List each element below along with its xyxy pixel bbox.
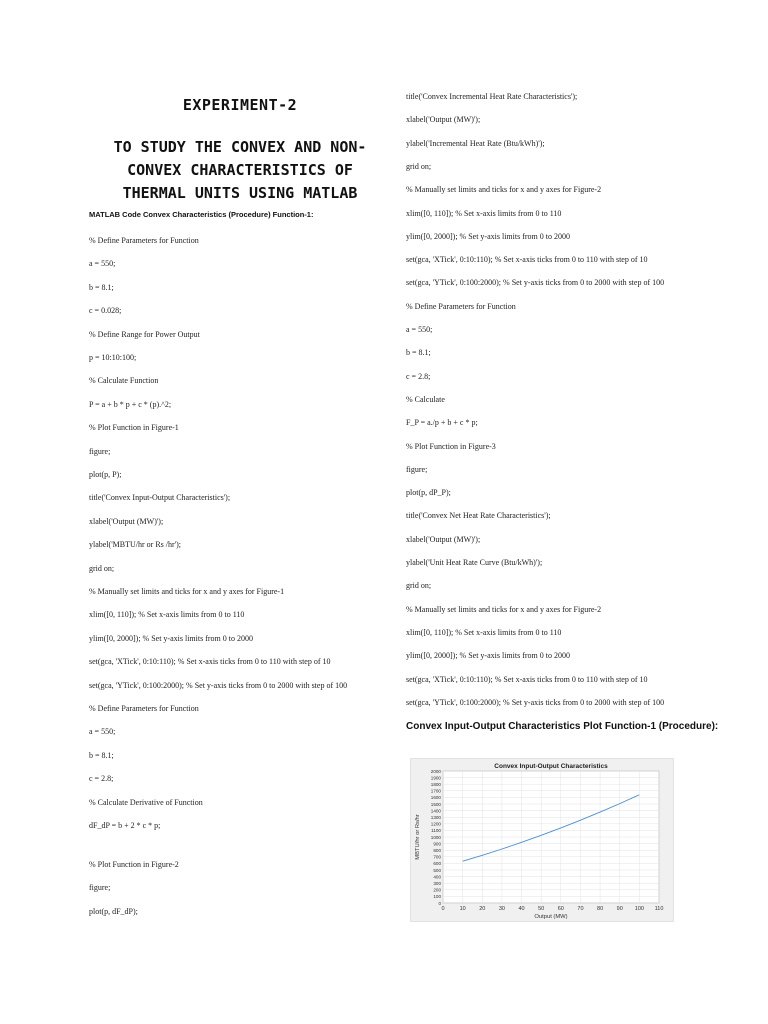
subtitle-line: CONVEX CHARACTERISTICS OF bbox=[127, 161, 353, 179]
code-line: grid on; bbox=[89, 563, 115, 573]
code-line: ylim([0, 2000]); % Set y-axis limits from 0 to 2000 bbox=[406, 651, 570, 661]
code-line: xlim([0, 110]); % Set x-axis limits from 0 to 110 bbox=[406, 208, 562, 218]
code-line: % Plot Function in Figure-3 bbox=[406, 441, 496, 451]
code-line: a = 550; bbox=[89, 727, 116, 737]
code-line: % Manually set limits and ticks for x and y axes for Figure-2 bbox=[406, 185, 602, 195]
y-tick-label: 300 bbox=[433, 881, 441, 886]
code-line: % Manually set limits and ticks for x and y axes for Figure-2 bbox=[406, 604, 602, 614]
code-line: % Manually set limits and ticks for x and y axes for Figure-1 bbox=[89, 587, 285, 596]
y-tick-label: 2000 bbox=[430, 768, 441, 774]
code-line: ylabel('Unit Heat Rate Curve (Btu/kWh)'); bbox=[406, 558, 543, 567]
code-line: set(gca, 'XTick', 0:10:110); % Set x-axis ticks from 0 to 110 with step of 10 bbox=[89, 657, 331, 667]
code-line: set(gca, 'XTick', 0:10:110); % Set x-axis ticks from 0 to 110 with step of 10 bbox=[406, 255, 648, 265]
x-tick-label: 10 bbox=[459, 906, 466, 912]
code-line: plot(p, dF_dP); bbox=[89, 907, 138, 916]
code-line: set(gca, 'YTick', 0:100:2000); % Set y-axis ticks from 0 to 2000 with step of 100 bbox=[406, 278, 665, 288]
code-line: ylim([0, 2000]); % Set y-axis limits from 0 to 2000 bbox=[406, 231, 570, 241]
chart-svg bbox=[411, 759, 673, 921]
procedure-heading: MATLAB Code Convex Characteristics (Procedure) Function-1: bbox=[89, 210, 314, 219]
code-line: % Calculate bbox=[406, 394, 445, 404]
chart-title: Convex Input-Output Characteristics bbox=[494, 763, 608, 770]
y-tick-label: 800 bbox=[433, 848, 441, 853]
code-line: title('Convex Net Heat Rate Characteristics'); bbox=[406, 511, 551, 521]
code-line: % Define Parameters for Function bbox=[89, 704, 199, 713]
x-tick-label: 110 bbox=[654, 906, 664, 912]
y-tick-label: 1000 bbox=[430, 834, 441, 840]
subtitle-line: TO STUDY THE CONVEX AND NON- bbox=[113, 138, 367, 156]
x-tick-label: 30 bbox=[498, 906, 505, 912]
code-line: plot(p, P); bbox=[89, 470, 122, 479]
code-line: c = 2.8; bbox=[89, 774, 114, 784]
x-tick-label: 80 bbox=[597, 906, 604, 912]
code-line: % Calculate Derivative of Function bbox=[89, 797, 203, 807]
x-axis-label: Output (MW) bbox=[534, 914, 568, 920]
code-line: a = 550; bbox=[89, 259, 116, 269]
x-tick-label: 50 bbox=[538, 906, 545, 912]
x-tick-label: 100 bbox=[634, 906, 644, 912]
y-tick-label: 700 bbox=[433, 854, 441, 860]
plot-heading: Convex Input-Output Characteristics Plot Function-1 (Procedure): bbox=[406, 721, 719, 732]
code-line: grid on; bbox=[406, 581, 432, 591]
code-line: set(gca, 'YTick', 0:100:2000); % Set y-axis ticks from 0 to 2000 with step of 100 bbox=[89, 680, 348, 690]
code-line: title('Convex Input-Output Characteristics'); bbox=[89, 493, 231, 503]
code-line: xlim([0, 110]); % Set x-axis limits from 0 to 110 bbox=[406, 627, 562, 637]
y-tick-label: 0 bbox=[438, 900, 441, 906]
code-line: title('Convex Incremental Heat Rate Characteristics'); bbox=[406, 92, 578, 101]
code-line: a = 550; bbox=[406, 325, 433, 334]
code-line: % Calculate Function bbox=[89, 376, 159, 386]
x-tick-label: 60 bbox=[557, 906, 564, 912]
y-tick-label: 1100 bbox=[431, 828, 441, 834]
y-tick-label: 1700 bbox=[430, 788, 441, 794]
code-line: c = 2.8; bbox=[406, 371, 431, 381]
y-tick-label: 200 bbox=[433, 887, 441, 893]
x-tick-label: 70 bbox=[577, 906, 584, 912]
y-tick-label: 1500 bbox=[430, 801, 441, 807]
code-line: % Define Range for Power Output bbox=[89, 329, 200, 339]
y-tick-label: 900 bbox=[433, 841, 441, 847]
code-line: xlabel('Output (MW)'); bbox=[406, 115, 481, 125]
code-line: p = 10:10:100; bbox=[89, 353, 137, 362]
code-line: dF_dP = b + 2 * c * p; bbox=[89, 821, 161, 830]
y-tick-label: 100 bbox=[433, 894, 441, 900]
code-line: set(gca, 'YTick', 0:100:2000); % Set y-axis ticks from 0 to 2000 with step of 100 bbox=[406, 697, 665, 707]
x-tick-label: 90 bbox=[616, 906, 623, 912]
code-line: plot(p, dP_P); bbox=[406, 488, 451, 498]
code-line: F_P = a./p + b + c * p; bbox=[406, 418, 478, 428]
code-line: b = 8.1; bbox=[89, 282, 114, 292]
y-axis-label: MBTU/hr or Rs/hr bbox=[415, 814, 421, 860]
y-tick-label: 1800 bbox=[430, 782, 441, 787]
code-line: c = 0.028; bbox=[89, 306, 122, 316]
chart-figure bbox=[410, 758, 674, 922]
code-line: xlim([0, 110]); % Set x-axis limits from 0 to 110 bbox=[89, 610, 245, 620]
x-tick-label: 20 bbox=[479, 906, 486, 912]
y-tick-label: 1900 bbox=[430, 775, 441, 781]
experiment-title: EXPERIMENT-2 bbox=[182, 96, 298, 114]
y-tick-label: 1300 bbox=[430, 815, 441, 820]
code-line: figure; bbox=[89, 883, 111, 892]
code-line: xlabel('Output (MW)'); bbox=[406, 534, 481, 544]
y-tick-label: 1200 bbox=[430, 821, 441, 827]
code-line: figure; bbox=[89, 446, 111, 456]
y-tick-label: 1600 bbox=[430, 795, 441, 801]
code-line: ylabel('MBTU/hr or Rs /hr'); bbox=[89, 540, 181, 550]
code-line: P = a + b * p + c * (p).^2; bbox=[89, 399, 172, 409]
x-tick-label: 40 bbox=[518, 906, 525, 912]
subtitle-line: THERMAL UNITS USING MATLAB bbox=[122, 184, 358, 202]
code-line: % Plot Function in Figure-2 bbox=[89, 860, 179, 869]
x-tick-label: 0 bbox=[441, 906, 445, 912]
y-tick-label: 1400 bbox=[430, 808, 441, 814]
code-line: % Define Parameters for Function bbox=[89, 236, 199, 245]
experiment-subtitle bbox=[80, 136, 400, 205]
y-tick-label: 400 bbox=[433, 874, 441, 880]
code-line: xlabel('Output (MW)'); bbox=[89, 516, 164, 526]
code-line: ylim([0, 2000]); % Set y-axis limits from 0 to 2000 bbox=[89, 633, 253, 643]
code-line: ylabel('Incremental Heat Rate (Btu/kWh)'); bbox=[406, 138, 545, 148]
code-line: % Plot Function in Figure-1 bbox=[89, 423, 179, 433]
code-line: figure; bbox=[406, 464, 428, 474]
y-tick-label: 600 bbox=[433, 861, 441, 867]
code-line: grid on; bbox=[406, 161, 432, 171]
code-line: b = 8.1; bbox=[89, 750, 114, 760]
code-line: set(gca, 'XTick', 0:10:110); % Set x-axis ticks from 0 to 110 with step of 10 bbox=[406, 674, 648, 684]
code-line: % Define Parameters for Function bbox=[406, 301, 516, 311]
code-line: b = 8.1; bbox=[406, 348, 431, 358]
y-tick-label: 500 bbox=[433, 867, 441, 873]
